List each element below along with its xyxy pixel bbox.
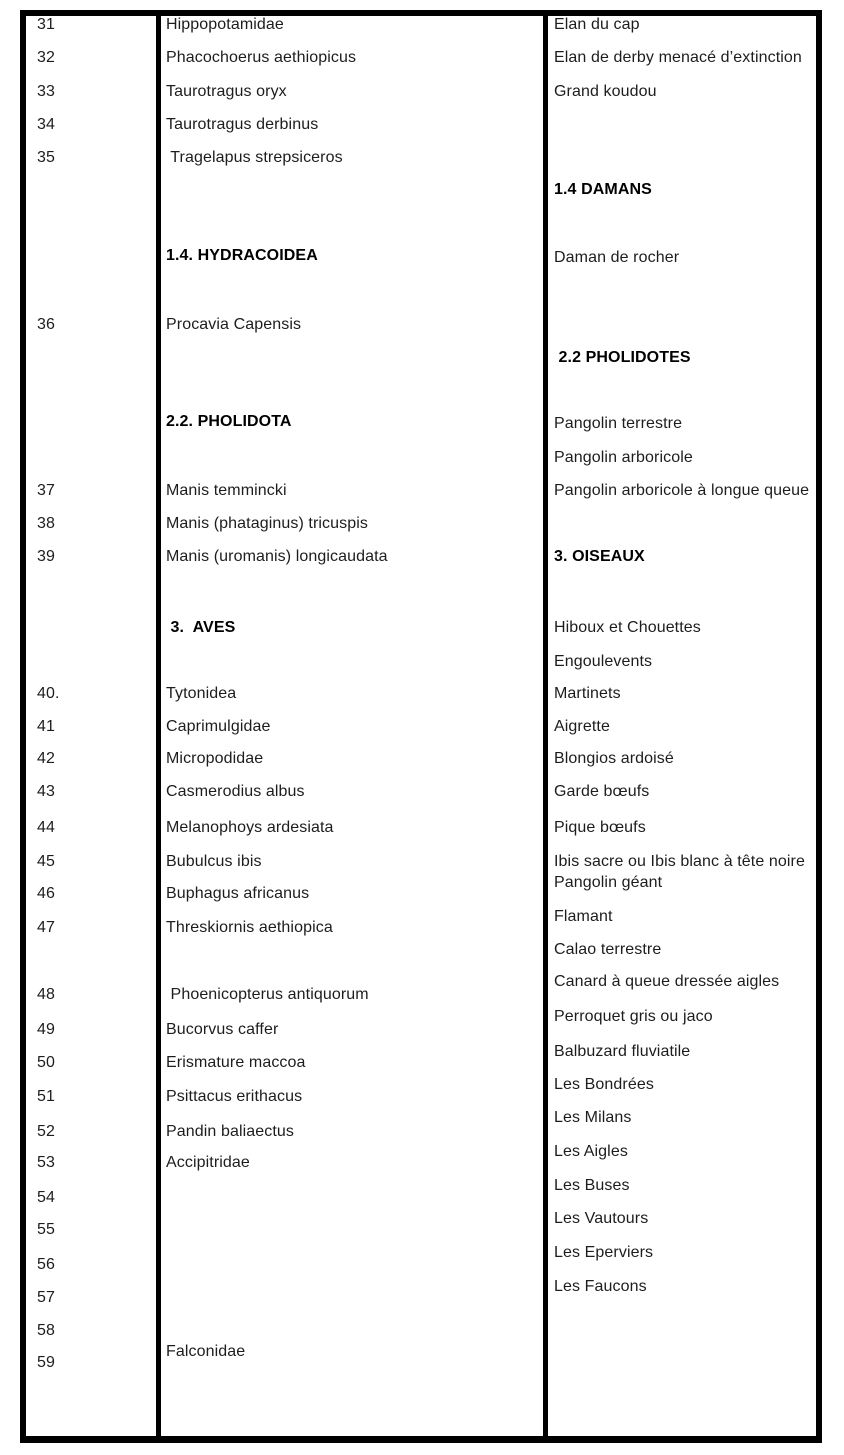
row-number: 44 [37, 819, 55, 836]
row-number: 54 [37, 1189, 55, 1206]
row-number: 43 [37, 783, 55, 800]
common-name: Pangolin arboricole à longue queue [554, 482, 810, 499]
row-number: 52 [37, 1123, 55, 1140]
scientific-name: Taurotragus oryx [166, 83, 287, 100]
scientific-name: Micropodidae [166, 750, 264, 767]
scientific-name: Taurotragus derbinus [166, 116, 319, 133]
common-name: Grand koudou [554, 83, 657, 100]
common-name: Calao terrestre [554, 941, 662, 958]
row-number: 32 [37, 49, 55, 66]
scientific-name: Caprimulgidae [166, 718, 271, 735]
row-number: 31 [37, 16, 55, 33]
row-number: 39 [37, 548, 55, 565]
common-name: Les Aigles [554, 1143, 628, 1160]
row-number: 45 [37, 853, 55, 870]
section-heading: 3. OISEAUX [554, 548, 645, 565]
common-name: Martinets [554, 685, 621, 702]
row-number: 35 [37, 149, 55, 166]
scientific-name: Phacochoerus aethiopicus [166, 49, 357, 66]
common-name: Engoulevents [554, 653, 653, 670]
column-divider-2 [543, 10, 548, 1443]
scientific-name: Tragelapus strepsiceros [166, 149, 343, 166]
scientific-name: Buphagus africanus [166, 885, 310, 902]
common-name: Les Vautours [554, 1210, 649, 1227]
common-name: Daman de rocher [554, 249, 680, 266]
common-name: Ibis sacre ou Ibis blanc à tête noire [554, 853, 805, 870]
section-heading: 1.4. HYDRACOIDEA [166, 247, 318, 264]
scientific-name: Hippopotamidae [166, 16, 284, 33]
row-number: 41 [37, 718, 55, 735]
row-number: 42 [37, 750, 55, 767]
common-name: Pangolin arboricole [554, 449, 693, 466]
scientific-name: Phoenicopterus antiquorum [166, 986, 369, 1003]
species-table [20, 10, 822, 1443]
common-name: Pangolin géant [554, 874, 663, 891]
scientific-name: Bubulcus ibis [166, 853, 262, 870]
row-number: 56 [37, 1256, 55, 1273]
scientific-name: Manis temmincki [166, 482, 287, 499]
scientific-name: Accipitridae [166, 1154, 250, 1171]
common-name: Blongios ardoisé [554, 750, 674, 767]
row-number: 33 [37, 83, 55, 100]
row-number: 40. [37, 685, 60, 702]
common-name: Les Bondrées [554, 1076, 654, 1093]
row-number: 50 [37, 1054, 55, 1071]
common-name: Canard à queue dressée aigles [554, 973, 780, 990]
scientific-name: Procavia Capensis [166, 316, 302, 333]
row-number: 36 [37, 316, 55, 333]
scientific-name: Bucorvus caffer [166, 1021, 279, 1038]
common-name: Pique bœufs [554, 819, 646, 836]
common-name: Hiboux et Chouettes [554, 619, 701, 636]
scientific-name: Manis (phataginus) tricuspis [166, 515, 368, 532]
section-heading: 2.2. PHOLIDOTA [166, 413, 292, 430]
row-number: 53 [37, 1154, 55, 1171]
common-name: Elan de derby menacé d’extinction [554, 49, 802, 66]
section-heading: 2.2 PHOLIDOTES [554, 349, 691, 366]
row-number: 58 [37, 1322, 55, 1339]
section-heading: 1.4 DAMANS [554, 181, 652, 198]
scientific-name: Manis (uromanis) longicaudata [166, 548, 388, 565]
common-name: Aigrette [554, 718, 610, 735]
scientific-name: Falconidae [166, 1343, 246, 1360]
scientific-name: Psittacus erithacus [166, 1088, 303, 1105]
common-name: Flamant [554, 908, 613, 925]
common-name: Perroquet gris ou jaco [554, 1008, 713, 1025]
row-number: 48 [37, 986, 55, 1003]
row-number: 37 [37, 482, 55, 499]
row-number: 38 [37, 515, 55, 532]
row-number: 55 [37, 1221, 55, 1238]
common-name: Balbuzard fluviatile [554, 1043, 691, 1060]
common-name: Les Buses [554, 1177, 630, 1194]
column-divider-1 [156, 10, 161, 1443]
common-name: Elan du cap [554, 16, 640, 33]
common-name: Les Eperviers [554, 1244, 654, 1261]
common-name: Les Milans [554, 1109, 632, 1126]
scientific-name: Tytonidea [166, 685, 237, 702]
row-number: 51 [37, 1088, 55, 1105]
row-number: 47 [37, 919, 55, 936]
row-number: 49 [37, 1021, 55, 1038]
scientific-name: Erismature maccoa [166, 1054, 306, 1071]
row-number: 34 [37, 116, 55, 133]
row-number: 46 [37, 885, 55, 902]
scientific-name: Threskiornis aethiopica [166, 919, 333, 936]
row-number: 59 [37, 1354, 55, 1371]
scientific-name: Casmerodius albus [166, 783, 305, 800]
common-name: Pangolin terrestre [554, 415, 683, 432]
common-name: Les Faucons [554, 1278, 647, 1295]
scientific-name: Pandin baliaectus [166, 1123, 295, 1140]
scientific-name: Melanophoys ardesiata [166, 819, 334, 836]
common-name: Garde bœufs [554, 783, 650, 800]
row-number: 57 [37, 1289, 55, 1306]
section-heading: 3. AVES [166, 619, 236, 636]
